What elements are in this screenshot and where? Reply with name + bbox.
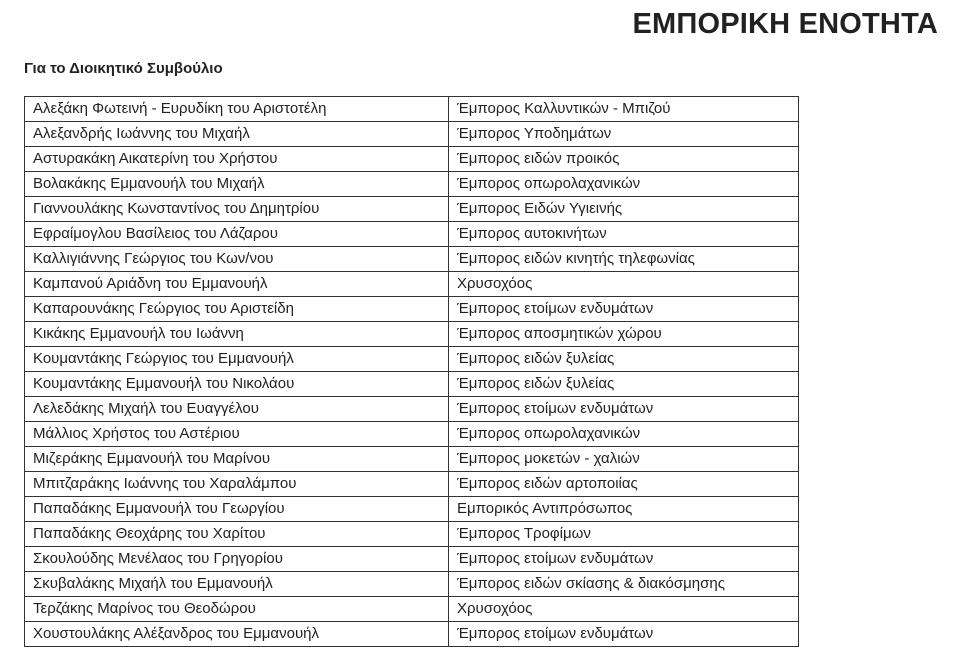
member-name: Μάλλιος Χρήστος του Αστέριου bbox=[25, 422, 449, 447]
member-name: Κικάκης Εμμανουήλ του Ιωάννη bbox=[25, 322, 449, 347]
member-name: Σκυβαλάκης Μιχαήλ του Εμμανουήλ bbox=[25, 572, 449, 597]
member-occupation: Έμπορος Υποδημάτων bbox=[449, 122, 799, 147]
member-occupation: Έμπορος ετοίμων ενδυμάτων bbox=[449, 622, 799, 647]
member-name: Αστυρακάκη Αικατερίνη του Χρήστου bbox=[25, 147, 449, 172]
member-name: Καλλιγιάννης Γεώργιος του Κων/νου bbox=[25, 247, 449, 272]
table-row bbox=[25, 497, 799, 522]
table-row bbox=[25, 222, 799, 247]
table-row bbox=[25, 297, 799, 322]
members-table-body bbox=[25, 97, 799, 647]
members-table bbox=[24, 96, 799, 647]
member-occupation: Έμπορος ειδών προικός bbox=[449, 147, 799, 172]
table-row bbox=[25, 422, 799, 447]
table-row bbox=[25, 372, 799, 397]
member-occupation: Έμπορος αυτοκινήτων bbox=[449, 222, 799, 247]
member-occupation: Χρυσοχόος bbox=[449, 597, 799, 622]
member-name: Μιζεράκης Εμμανουήλ του Μαρίνου bbox=[25, 447, 449, 472]
table-row bbox=[25, 322, 799, 347]
table-row bbox=[25, 272, 799, 297]
member-name: Κουμαντάκης Γεώργιος του Εμμανουήλ bbox=[25, 347, 449, 372]
member-occupation: Έμπορος ειδών αρτοποιίας bbox=[449, 472, 799, 497]
member-name: Βολακάκης Εμμανουήλ του Μιχαήλ bbox=[25, 172, 449, 197]
member-occupation: Έμπορος ετοίμων ενδυμάτων bbox=[449, 397, 799, 422]
table-row bbox=[25, 547, 799, 572]
member-occupation: Χρυσοχόος bbox=[449, 272, 799, 297]
member-occupation: Εμπορικός Αντιπρόσωπος bbox=[449, 497, 799, 522]
table-row bbox=[25, 472, 799, 497]
member-name: Κουμαντάκης Εμμανουήλ του Νικολάου bbox=[25, 372, 449, 397]
table-row bbox=[25, 397, 799, 422]
member-name: Καπαρουνάκης Γεώργιος του Αριστείδη bbox=[25, 297, 449, 322]
member-name: Σκουλούδης Μενέλαος του Γρηγορίου bbox=[25, 547, 449, 572]
member-name: Χουστουλάκης Αλέξανδρος του Εμμανουήλ bbox=[25, 622, 449, 647]
table-row bbox=[25, 347, 799, 372]
member-name: Τερζάκης Μαρίνος του Θεοδώρου bbox=[25, 597, 449, 622]
section-heading: Για το Διοικητικό Συμβούλιο bbox=[24, 60, 223, 77]
table-row bbox=[25, 622, 799, 647]
member-name: Παπαδάκης Θεοχάρης του Χαρίτου bbox=[25, 522, 449, 547]
table-row bbox=[25, 522, 799, 547]
table-row bbox=[25, 247, 799, 272]
member-occupation: Έμπορος Καλλυντικών - Μπιζού bbox=[449, 97, 799, 122]
member-occupation: Έμπορος Ειδών Υγιεινής bbox=[449, 197, 799, 222]
member-name: Γιαννουλάκης Κωνσταντίνος του Δημητρίου bbox=[25, 197, 449, 222]
member-name: Παπαδάκης Εμμανουήλ του Γεωργίου bbox=[25, 497, 449, 522]
member-occupation: Έμπορος ετοίμων ενδυμάτων bbox=[449, 547, 799, 572]
member-name: Εφραίμογλου Βασίλειος του Λάζαρου bbox=[25, 222, 449, 247]
table-row bbox=[25, 447, 799, 472]
member-name: Αλεξάκη Φωτεινή - Ευρυδίκη του Αριστοτέλη bbox=[25, 97, 449, 122]
table-row bbox=[25, 597, 799, 622]
member-name: Αλεξανδρής Ιωάννης του Μιχαήλ bbox=[25, 122, 449, 147]
member-occupation: Έμπορος ειδών ξυλείας bbox=[449, 347, 799, 372]
member-occupation: Έμπορος Τροφίμων bbox=[449, 522, 799, 547]
member-occupation: Έμπορος αποσμητικών χώρου bbox=[449, 322, 799, 347]
page-title: ΕΜΠΟΡΙΚΗ ΕΝΟΤΗΤΑ bbox=[632, 8, 938, 40]
member-occupation: Έμπορος οπωρολαχανικών bbox=[449, 172, 799, 197]
table-row bbox=[25, 197, 799, 222]
table-row bbox=[25, 122, 799, 147]
member-occupation: Έμπορος ειδών ξυλείας bbox=[449, 372, 799, 397]
table-row bbox=[25, 97, 799, 122]
member-occupation: Έμπορος ετοίμων ενδυμάτων bbox=[449, 297, 799, 322]
table-row bbox=[25, 147, 799, 172]
member-occupation: Έμπορος μοκετών - χαλιών bbox=[449, 447, 799, 472]
member-occupation: Έμπορος οπωρολαχανικών bbox=[449, 422, 799, 447]
table-row bbox=[25, 572, 799, 597]
member-name: Καμπανού Αριάδνη του Εμμανουήλ bbox=[25, 272, 449, 297]
member-name: Λελεδάκης Μιχαήλ του Ευαγγέλου bbox=[25, 397, 449, 422]
member-name: Μπιτζαράκης Ιωάννης του Χαραλάμπου bbox=[25, 472, 449, 497]
member-occupation: Έμπορος ειδών σκίασης & διακόσμησης bbox=[449, 572, 799, 597]
table-row bbox=[25, 172, 799, 197]
member-occupation: Έμπορος ειδών κινητής τηλεφωνίας bbox=[449, 247, 799, 272]
